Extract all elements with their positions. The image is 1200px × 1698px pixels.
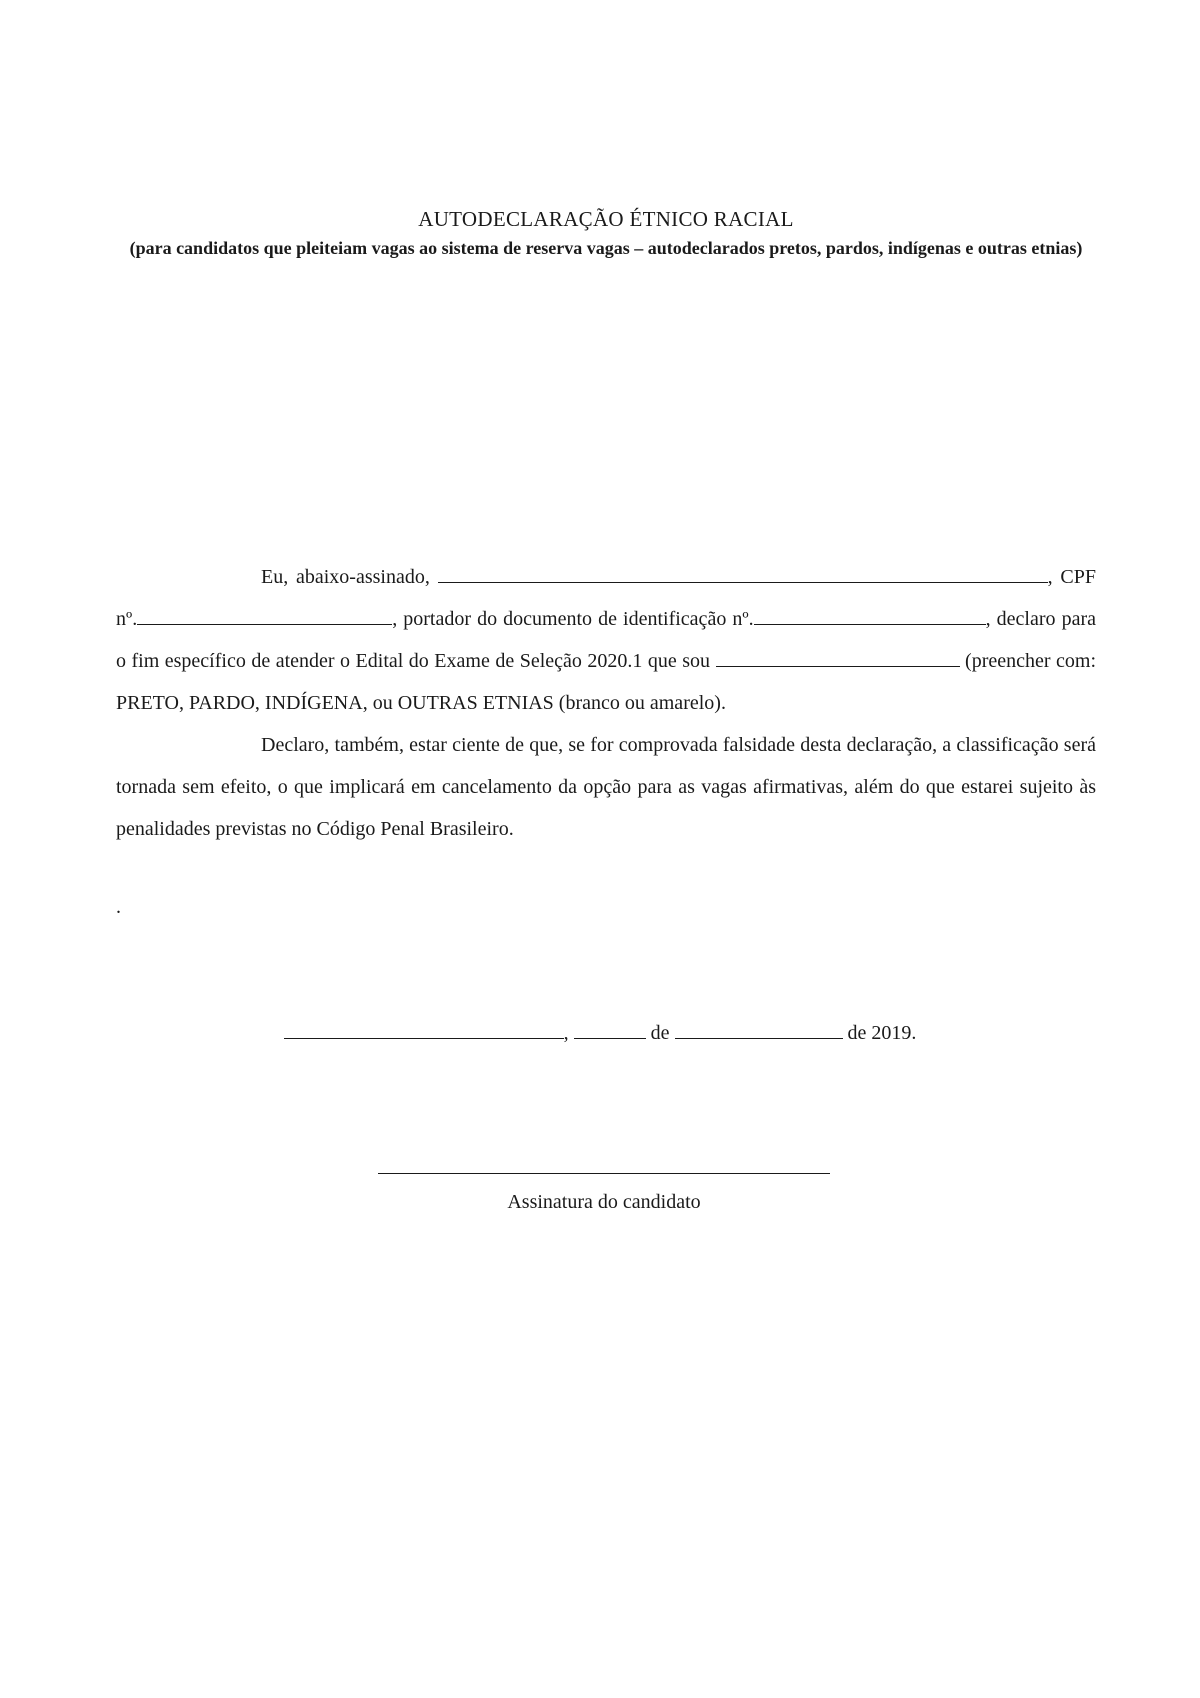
date-year: de 2019. (847, 1022, 917, 1044)
after-ethnic-text: (preencher com: PRETO, PARDO, INDÍGENA, ou OUTRAS ETNIAS (branco ou amarelo). (116, 650, 1097, 714)
header (116, 205, 1096, 261)
declaration-paragraph-1 (116, 556, 1096, 724)
cpf-blank[interactable] (137, 604, 392, 625)
comma: , (1047, 566, 1053, 588)
awareness-text: Declaro, também, estar ciente de que, se for comprovada falsidade desta declaração, a classificação será tornada sem efeito, o que implicará em cancelamento da opção para as vagas afirmativas, além do que estarei sujeito às penalidades previstas no Código Penal Brasileiro. (116, 734, 1096, 840)
ethnicity-blank[interactable] (716, 646, 960, 667)
after-doc-text: , declaro para o fim específico de atender o Edital do Exame de Seleção 2020.1 que sou (116, 608, 1096, 672)
date-line (0, 1018, 1200, 1045)
dot-mark: . (116, 896, 121, 918)
cpf-label: CPF nº. (116, 566, 1096, 630)
document-title: AUTODECLARAÇÃO ÉTNICO RACIAL (418, 207, 794, 231)
date-comma: , (563, 1022, 569, 1044)
day-blank[interactable] (574, 1018, 646, 1039)
signature-label: Assinatura do candidato (507, 1191, 701, 1213)
intro-text: Eu, abaixo-assinado, (261, 566, 430, 588)
declaration-paragraph-2 (116, 724, 1096, 850)
name-blank[interactable] (438, 562, 1048, 583)
after-cpf-text: , portador do documento de identificação nº. (392, 608, 754, 630)
declaration-body (116, 556, 1096, 850)
city-blank[interactable] (284, 1018, 564, 1039)
signature-line[interactable] (378, 1173, 830, 1174)
month-blank[interactable] (675, 1018, 843, 1039)
document-subtitle: (para candidatos que pleiteiam vagas ao sistema de reserva vagas – autodeclarados pretos, pardos, indígenas e outras etnias) (129, 238, 1083, 258)
id-document-blank[interactable] (754, 604, 986, 625)
date-de: de (650, 1022, 670, 1044)
